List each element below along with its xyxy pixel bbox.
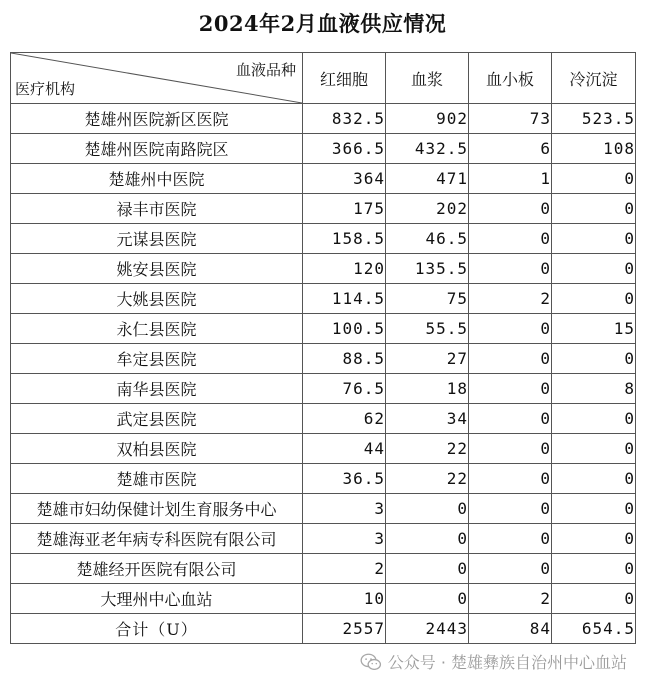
cell-red-cells: 2 — [303, 554, 386, 584]
institution-name: 大姚县医院 — [11, 284, 303, 314]
cell-cryoprecipitate: 0 — [552, 584, 636, 614]
institution-name: 楚雄州医院南路院区 — [11, 134, 303, 164]
cell-platelets: 0 — [469, 404, 552, 434]
institution-name: 楚雄经开医院有限公司 — [11, 554, 303, 584]
table-row — [11, 374, 636, 404]
column-header-red-cells: 红细胞 — [303, 53, 386, 104]
column-header-platelets: 血小板 — [469, 53, 552, 104]
cell-red-cells: 832.5 — [303, 104, 386, 134]
cell-cryoprecipitate: 15 — [552, 314, 636, 344]
cell-cryoprecipitate: 0 — [552, 524, 636, 554]
table-row — [11, 194, 636, 224]
cell-cryoprecipitate: 0 — [552, 194, 636, 224]
cell-platelets: 6 — [469, 134, 552, 164]
cell-platelets: 0 — [469, 524, 552, 554]
cell-platelets: 0 — [469, 314, 552, 344]
cell-red-cells: 76.5 — [303, 374, 386, 404]
cell-platelets: 0 — [469, 494, 552, 524]
cell-plasma: 432.5 — [386, 134, 469, 164]
cell-cryoprecipitate: 0 — [552, 554, 636, 584]
cell-cryoprecipitate: 654.5 — [552, 614, 636, 644]
cell-cryoprecipitate: 523.5 — [552, 104, 636, 134]
institution-name: 武定县医院 — [11, 404, 303, 434]
cell-plasma: 0 — [386, 554, 469, 584]
table-row — [11, 554, 636, 584]
column-header-plasma: 血浆 — [386, 53, 469, 104]
cell-platelets: 73 — [469, 104, 552, 134]
institution-name: 牟定县医院 — [11, 344, 303, 374]
cell-platelets: 1 — [469, 164, 552, 194]
table-row — [11, 344, 636, 374]
watermark-footer — [360, 650, 627, 673]
cell-platelets: 0 — [469, 254, 552, 284]
cell-red-cells: 3 — [303, 524, 386, 554]
cell-plasma: 0 — [386, 494, 469, 524]
cell-cryoprecipitate: 8 — [552, 374, 636, 404]
institution-name: 楚雄州医院新区医院 — [11, 104, 303, 134]
cell-cryoprecipitate: 0 — [552, 254, 636, 284]
institution-name: 大理州中心血站 — [11, 584, 303, 614]
table-row — [11, 254, 636, 284]
cell-red-cells: 114.5 — [303, 284, 386, 314]
cell-plasma: 2443 — [386, 614, 469, 644]
cell-plasma: 55.5 — [386, 314, 469, 344]
cell-plasma: 135.5 — [386, 254, 469, 284]
cell-red-cells: 88.5 — [303, 344, 386, 374]
blood-supply-table — [10, 52, 636, 644]
table-row — [11, 584, 636, 614]
cell-platelets: 0 — [469, 224, 552, 254]
cell-red-cells: 366.5 — [303, 134, 386, 164]
table-row — [11, 524, 636, 554]
cell-red-cells: 2557 — [303, 614, 386, 644]
cell-cryoprecipitate: 0 — [552, 224, 636, 254]
table-row — [11, 134, 636, 164]
cell-red-cells: 120 — [303, 254, 386, 284]
cell-cryoprecipitate: 108 — [552, 134, 636, 164]
cell-plasma: 471 — [386, 164, 469, 194]
table-row — [11, 104, 636, 134]
cell-plasma: 0 — [386, 524, 469, 554]
cell-red-cells: 3 — [303, 494, 386, 524]
cell-red-cells: 364 — [303, 164, 386, 194]
cell-red-cells: 158.5 — [303, 224, 386, 254]
cell-cryoprecipitate: 0 — [552, 344, 636, 374]
cell-plasma: 202 — [386, 194, 469, 224]
cell-red-cells: 44 — [303, 434, 386, 464]
institution-name: 楚雄市医院 — [11, 464, 303, 494]
cell-platelets: 0 — [469, 344, 552, 374]
cell-plasma: 0 — [386, 584, 469, 614]
cell-cryoprecipitate: 0 — [552, 404, 636, 434]
cell-red-cells: 36.5 — [303, 464, 386, 494]
cell-red-cells: 175 — [303, 194, 386, 224]
institution-name: 永仁县医院 — [11, 314, 303, 344]
wechat-icon — [360, 653, 382, 671]
cell-platelets: 2 — [469, 284, 552, 314]
corner-label-blood-type: 血液品种 — [235, 61, 296, 79]
cell-platelets: 0 — [469, 464, 552, 494]
header-row — [11, 53, 636, 104]
institution-name: 姚安县医院 — [11, 254, 303, 284]
institution-name: 禄丰市医院 — [11, 194, 303, 224]
corner-label-institution: 医疗机构 — [15, 80, 76, 98]
institution-name: 楚雄海亚老年病专科医院有限公司 — [11, 524, 303, 554]
cell-platelets: 0 — [469, 434, 552, 464]
cell-platelets: 2 — [469, 584, 552, 614]
column-header-cryoprecipitate: 冷沉淀 — [552, 53, 636, 104]
corner-header-cell — [11, 53, 303, 104]
table-row — [11, 494, 636, 524]
table-row — [11, 464, 636, 494]
page-title: 2024年2月血液供应情况 — [198, 11, 447, 36]
cell-platelets: 0 — [469, 374, 552, 404]
cell-cryoprecipitate: 0 — [552, 494, 636, 524]
institution-name: 楚雄州中医院 — [11, 164, 303, 194]
institution-name: 南华县医院 — [11, 374, 303, 404]
institution-name: 元谋县医院 — [11, 224, 303, 254]
cell-plasma: 18 — [386, 374, 469, 404]
cell-plasma: 27 — [386, 344, 469, 374]
cell-red-cells: 100.5 — [303, 314, 386, 344]
institution-name: 合计（U） — [11, 614, 303, 644]
cell-platelets: 0 — [469, 194, 552, 224]
cell-red-cells: 10 — [303, 584, 386, 614]
cell-plasma: 22 — [386, 464, 469, 494]
cell-cryoprecipitate: 0 — [552, 434, 636, 464]
cell-plasma: 75 — [386, 284, 469, 314]
cell-cryoprecipitate: 0 — [552, 164, 636, 194]
cell-cryoprecipitate: 0 — [552, 284, 636, 314]
table-row — [11, 164, 636, 194]
institution-name: 双柏县医院 — [11, 434, 303, 464]
table-row — [11, 314, 636, 344]
table-row — [11, 404, 636, 434]
footer-text: 公众号 · 楚雄彝族自治州中心血站 — [387, 653, 627, 672]
cell-plasma: 22 — [386, 434, 469, 464]
cell-platelets: 0 — [469, 554, 552, 584]
cell-platelets: 84 — [469, 614, 552, 644]
cell-red-cells: 62 — [303, 404, 386, 434]
cell-plasma: 34 — [386, 404, 469, 434]
cell-plasma: 46.5 — [386, 224, 469, 254]
cell-plasma: 902 — [386, 104, 469, 134]
table-row — [11, 284, 636, 314]
total-row — [11, 614, 636, 644]
table-row — [11, 224, 636, 254]
cell-cryoprecipitate: 0 — [552, 464, 636, 494]
table-row — [11, 434, 636, 464]
institution-name: 楚雄市妇幼保健计划生育服务中心 — [11, 494, 303, 524]
